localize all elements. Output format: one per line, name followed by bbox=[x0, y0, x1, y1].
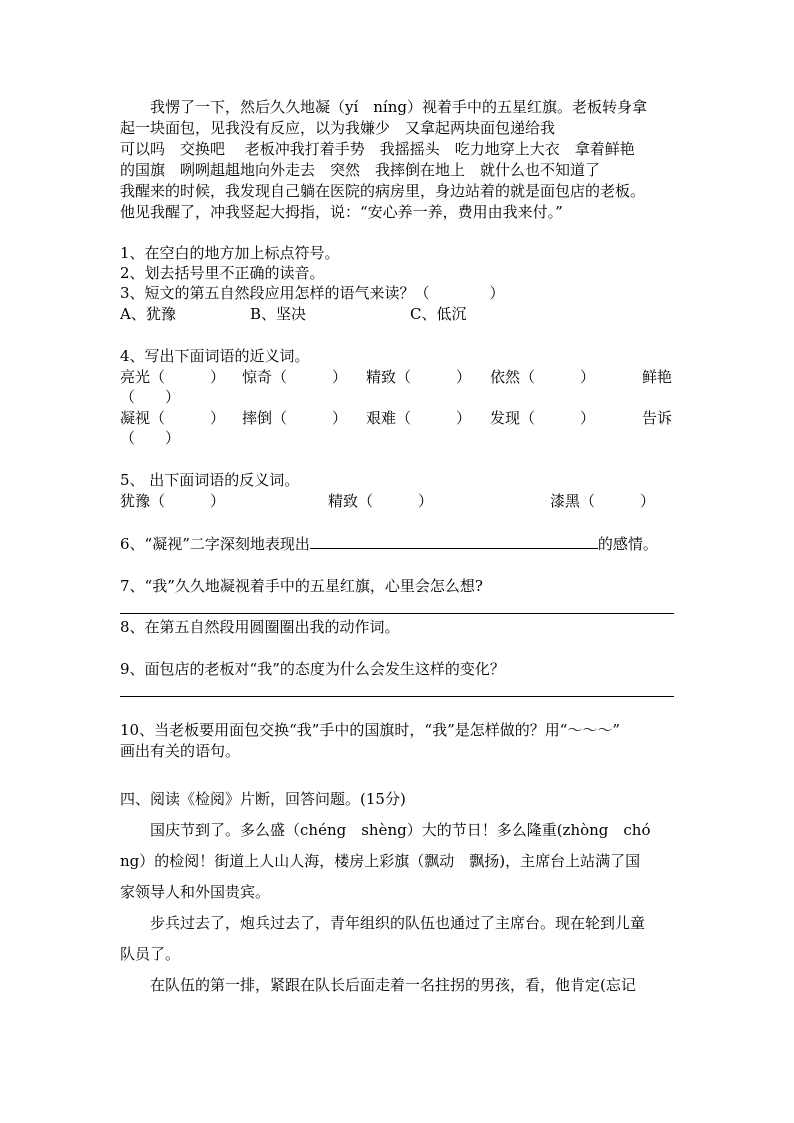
q4-word: 亮光（ ） bbox=[120, 368, 226, 386]
q4-word: 惊奇（ ） bbox=[242, 368, 348, 386]
q6-prefix: 6、“凝视”二字深刻地表现出 bbox=[120, 535, 310, 553]
section-4-p2-line-1: 步兵过去了，炮兵过去了，青年组织的队伍也通过了主席台。现在轮到儿童 bbox=[150, 914, 646, 932]
passage-line-6: 他见我醒了，冲我竖起大拇指，说：“安心养一养，费用由我来付。” bbox=[120, 203, 563, 221]
q4-word: 艰难（ ） bbox=[366, 409, 472, 427]
section-4-p1-line-3: 家领导人和外国贵宾。 bbox=[120, 883, 271, 901]
q4-word: 凝视（ ） bbox=[120, 409, 226, 427]
question-9: 9、面包店的老板对“我”的态度为什么会发生这样的变化？ bbox=[120, 660, 505, 678]
question-1: 1、在空白的地方加上标点符号。 bbox=[120, 244, 340, 262]
passage-line-1: 我愣了一下，然后久久地凝（yí níng）视着手中的五星红旗。老板转身拿 bbox=[150, 98, 647, 116]
question-4-row-2-wrap: （ ） bbox=[120, 429, 181, 447]
q7-answer-line[interactable] bbox=[120, 613, 674, 614]
passage-line-3: 可以吗 交换吧 老板冲我打着手势 我摇摇头 吃力地穿上大衣 拿着鲜艳 bbox=[120, 140, 635, 158]
q4-word: 依然（ ） bbox=[490, 368, 596, 386]
section-4-heading: 四、阅读《检阅》片断，回答问题。(15分) bbox=[120, 790, 406, 808]
question-2: 2、划去括号里不正确的读音。 bbox=[120, 264, 325, 282]
q4-word: 发现（ ） bbox=[490, 409, 596, 427]
q5-word: 漆黑（ ） bbox=[550, 492, 656, 510]
q6-suffix: 的感情。 bbox=[597, 535, 658, 553]
question-10-line-2: 画出有关的语句。 bbox=[120, 742, 241, 760]
passage-line-5: 我醒来的时候，我发现自己躺在医院的病房里，身边站着的就是面包店的老板。 bbox=[120, 182, 646, 200]
question-4-row-1-wrap: （ ） bbox=[120, 388, 181, 406]
section-4-p1-line-2: ng）的检阅！街道上人山人海，楼房上彩旗（飘动 飘扬)，主席台上站满了国 bbox=[120, 852, 641, 870]
q4-word: 鲜艳 bbox=[642, 368, 673, 386]
question-4: 4、写出下面词语的近义词。 bbox=[120, 347, 310, 365]
q9-answer-line[interactable] bbox=[120, 696, 674, 697]
question-8: 8、在第五自然段用圆圈圈出我的动作词。 bbox=[120, 618, 400, 636]
section-4-p1-line-1: 国庆节到了。多么盛（chéng shèng）大的节日！多么隆重(zhòng chó bbox=[150, 821, 651, 839]
section-4-p2-line-2: 队员了。 bbox=[120, 945, 181, 963]
q5-word: 精致（ ） bbox=[328, 492, 434, 510]
q4-word: 摔倒（ ） bbox=[242, 409, 348, 427]
question-5: 5、 出下面词语的反义词。 bbox=[120, 471, 300, 489]
option-a: A、犹豫 bbox=[120, 305, 176, 323]
option-b: B、坚决 bbox=[250, 305, 307, 323]
passage-line-4: 的国旗 咧咧趄趄地向外走去 突然 我摔倒在地上 就什么也不知道了 bbox=[120, 161, 601, 179]
question-6 bbox=[120, 534, 676, 554]
q4-word: 告诉 bbox=[642, 409, 673, 427]
passage-line-2: 起一块面包，见我没有反应，以为我嫌少 又拿起两块面包递给我 bbox=[120, 119, 556, 137]
question-3: 3、短文的第五自然段应用怎样的语气来读？（ ） bbox=[120, 284, 505, 302]
q5-word: 犹豫（ ） bbox=[120, 492, 226, 510]
q4-word: 精致（ ） bbox=[366, 368, 472, 386]
question-7: 7、“我”久久地凝视着手中的五星红旗，心里会怎么想? bbox=[120, 577, 483, 595]
q6-answer-blank[interactable] bbox=[310, 534, 598, 549]
section-4-p3-line-1: 在队伍的第一排，紧跟在队长后面走着一名拄拐的男孩，看，他肯定(忘记 bbox=[150, 976, 636, 994]
question-10-line-1: 10、当老板要用面包交换“我”手中的国旗时，“我”是怎样做的？用“～～～” bbox=[120, 721, 621, 739]
option-c: C、低沉 bbox=[410, 305, 467, 323]
